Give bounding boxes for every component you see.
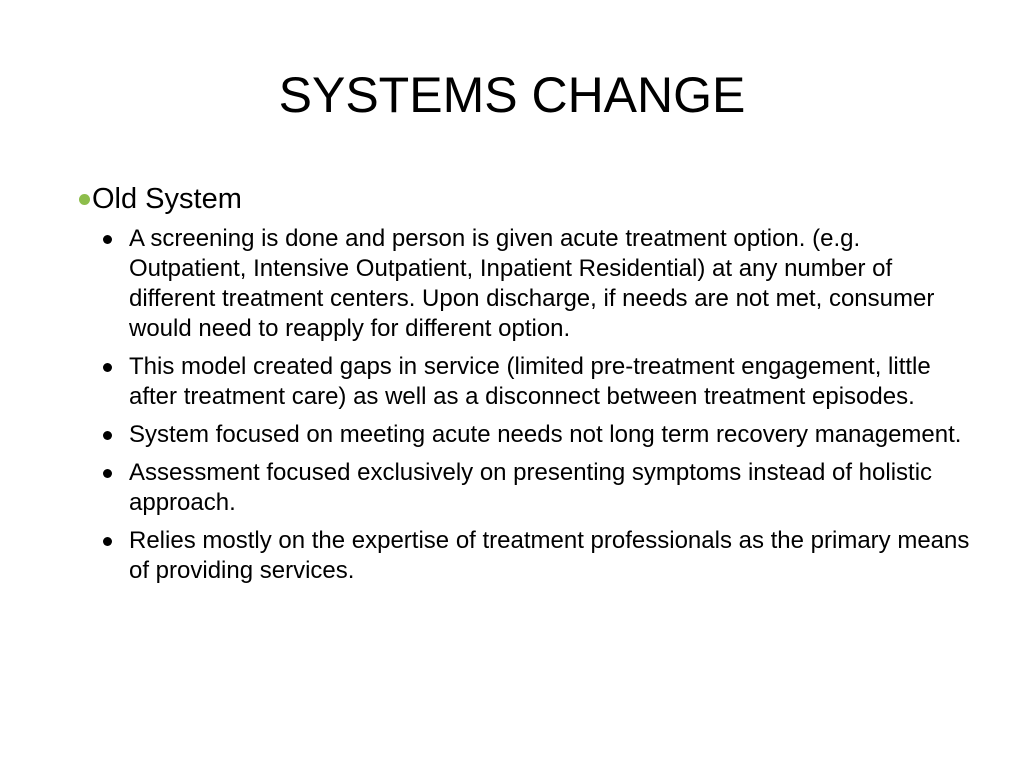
list-item: [129, 526, 978, 586]
list-item: [129, 458, 978, 518]
bullet-icon: [103, 363, 112, 372]
section-old-system: [88, 180, 978, 218]
bullet-icon: [103, 537, 112, 546]
list-item: [129, 420, 978, 450]
slide-content: [88, 180, 978, 594]
list-item-text: This model created gaps in service (limited pre-treatment engagement, little after treatment care) as well as a disconnect between treatment episodes.: [129, 353, 931, 410]
list-item-text: Relies mostly on the expertise of treatment professionals as the primary means of providing services.: [129, 527, 970, 584]
list-item-text: Assessment focused exclusively on presenting symptoms instead of holistic approach.: [129, 459, 933, 516]
list-item: [129, 224, 978, 344]
list-item-text: A screening is done and person is given acute treatment option. (e.g. Outpatient, Intensive Outpatient, Inpatient Residential) at any number of different treatment centers. Upon discharge, if needs are not met, consumer would need to reapply for different option.: [129, 225, 935, 342]
green-bullet-icon: [79, 194, 90, 205]
list-item: [129, 352, 978, 412]
old-system-points: [88, 224, 978, 586]
section-heading: Old System: [92, 183, 242, 215]
list-item-text: System focused on meeting acute needs not long term recovery management.: [129, 421, 962, 448]
slide-title: SYSTEMS CHANGE: [278, 67, 746, 123]
bullet-icon: [103, 431, 112, 440]
bullet-icon: [103, 469, 112, 478]
bullet-icon: [103, 235, 112, 244]
